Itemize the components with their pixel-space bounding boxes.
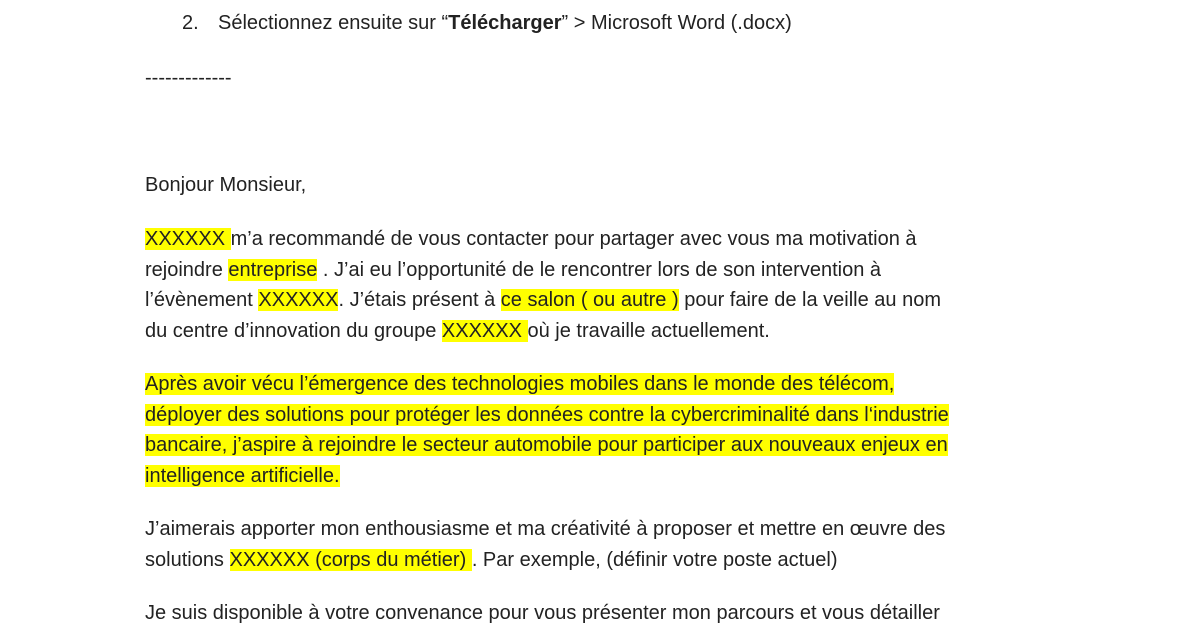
placeholder-contact-name: XXXXXX: [145, 228, 231, 250]
separator-line: -------------: [145, 67, 232, 89]
paragraph3-line2: solutions XXXXXX (corps du métier) . Par exemple, (définir votre poste actuel): [145, 548, 838, 571]
paragraph-motivation: [145, 514, 1065, 575]
paragraph1-line4: du centre d’innovation du groupe XXXXXX où je travaille actuellement.: [145, 319, 770, 342]
list-number: 2.: [182, 12, 199, 34]
paragraph2-line3: bancaire, j’aspire à rejoindre le secteur automobile pour participer aux nouveaux enjeux en: [145, 434, 948, 456]
placeholder-salon: ce salon ( ou autre ): [500, 289, 679, 311]
greeting: [145, 170, 1065, 201]
instruction-text-before: Sélectionnez ensuite sur “: [218, 12, 449, 34]
paragraph-recommendation: [145, 224, 1065, 346]
paragraph3-line1: J’aimerais apporter mon enthousiasme et ma créativité à proposer et mettre en œuvre des: [145, 518, 946, 540]
placeholder-group: XXXXXX: [441, 319, 528, 342]
paragraph-availability: [145, 598, 1065, 629]
paragraph2-line1: Après avoir vécu l’émergence des technologies mobiles dans le monde des télécom,: [145, 373, 895, 395]
placeholder-job: XXXXXX (corps du métier): [229, 548, 472, 571]
paragraph1-line1: XXXXXX m’a recommandé de vous contacter pour partager avec vous ma motivation à: [145, 228, 917, 250]
paragraph2-line2: déployer des solutions pour protéger les données contre la cybercriminalité dans l‘industrie: [145, 403, 949, 426]
instruction-text-after: ” > Microsoft Word (.docx): [561, 12, 792, 34]
placeholder-company: entreprise: [228, 258, 318, 281]
placeholder-event: XXXXXX: [258, 289, 339, 311]
paragraph1-line3: l’évènement XXXXXX. J’étais présent à ce salon ( ou autre ) pour faire de la veille au nom: [145, 289, 942, 311]
paragraph-experience: [145, 369, 1065, 491]
paragraph2-line4: intelligence artificielle.: [145, 464, 340, 487]
download-menu-label: Télécharger: [448, 12, 562, 34]
download-instruction-item: [182, 9, 792, 37]
greeting-text: Bonjour Monsieur,: [145, 174, 307, 196]
paragraph4-line1: Je suis disponible à votre convenance pour vous présenter mon parcours et vous détailler: [145, 602, 940, 624]
paragraph1-line2: rejoindre entreprise . J’ai eu l’opportunité de le rencontrer lors de son intervention à: [145, 258, 881, 281]
